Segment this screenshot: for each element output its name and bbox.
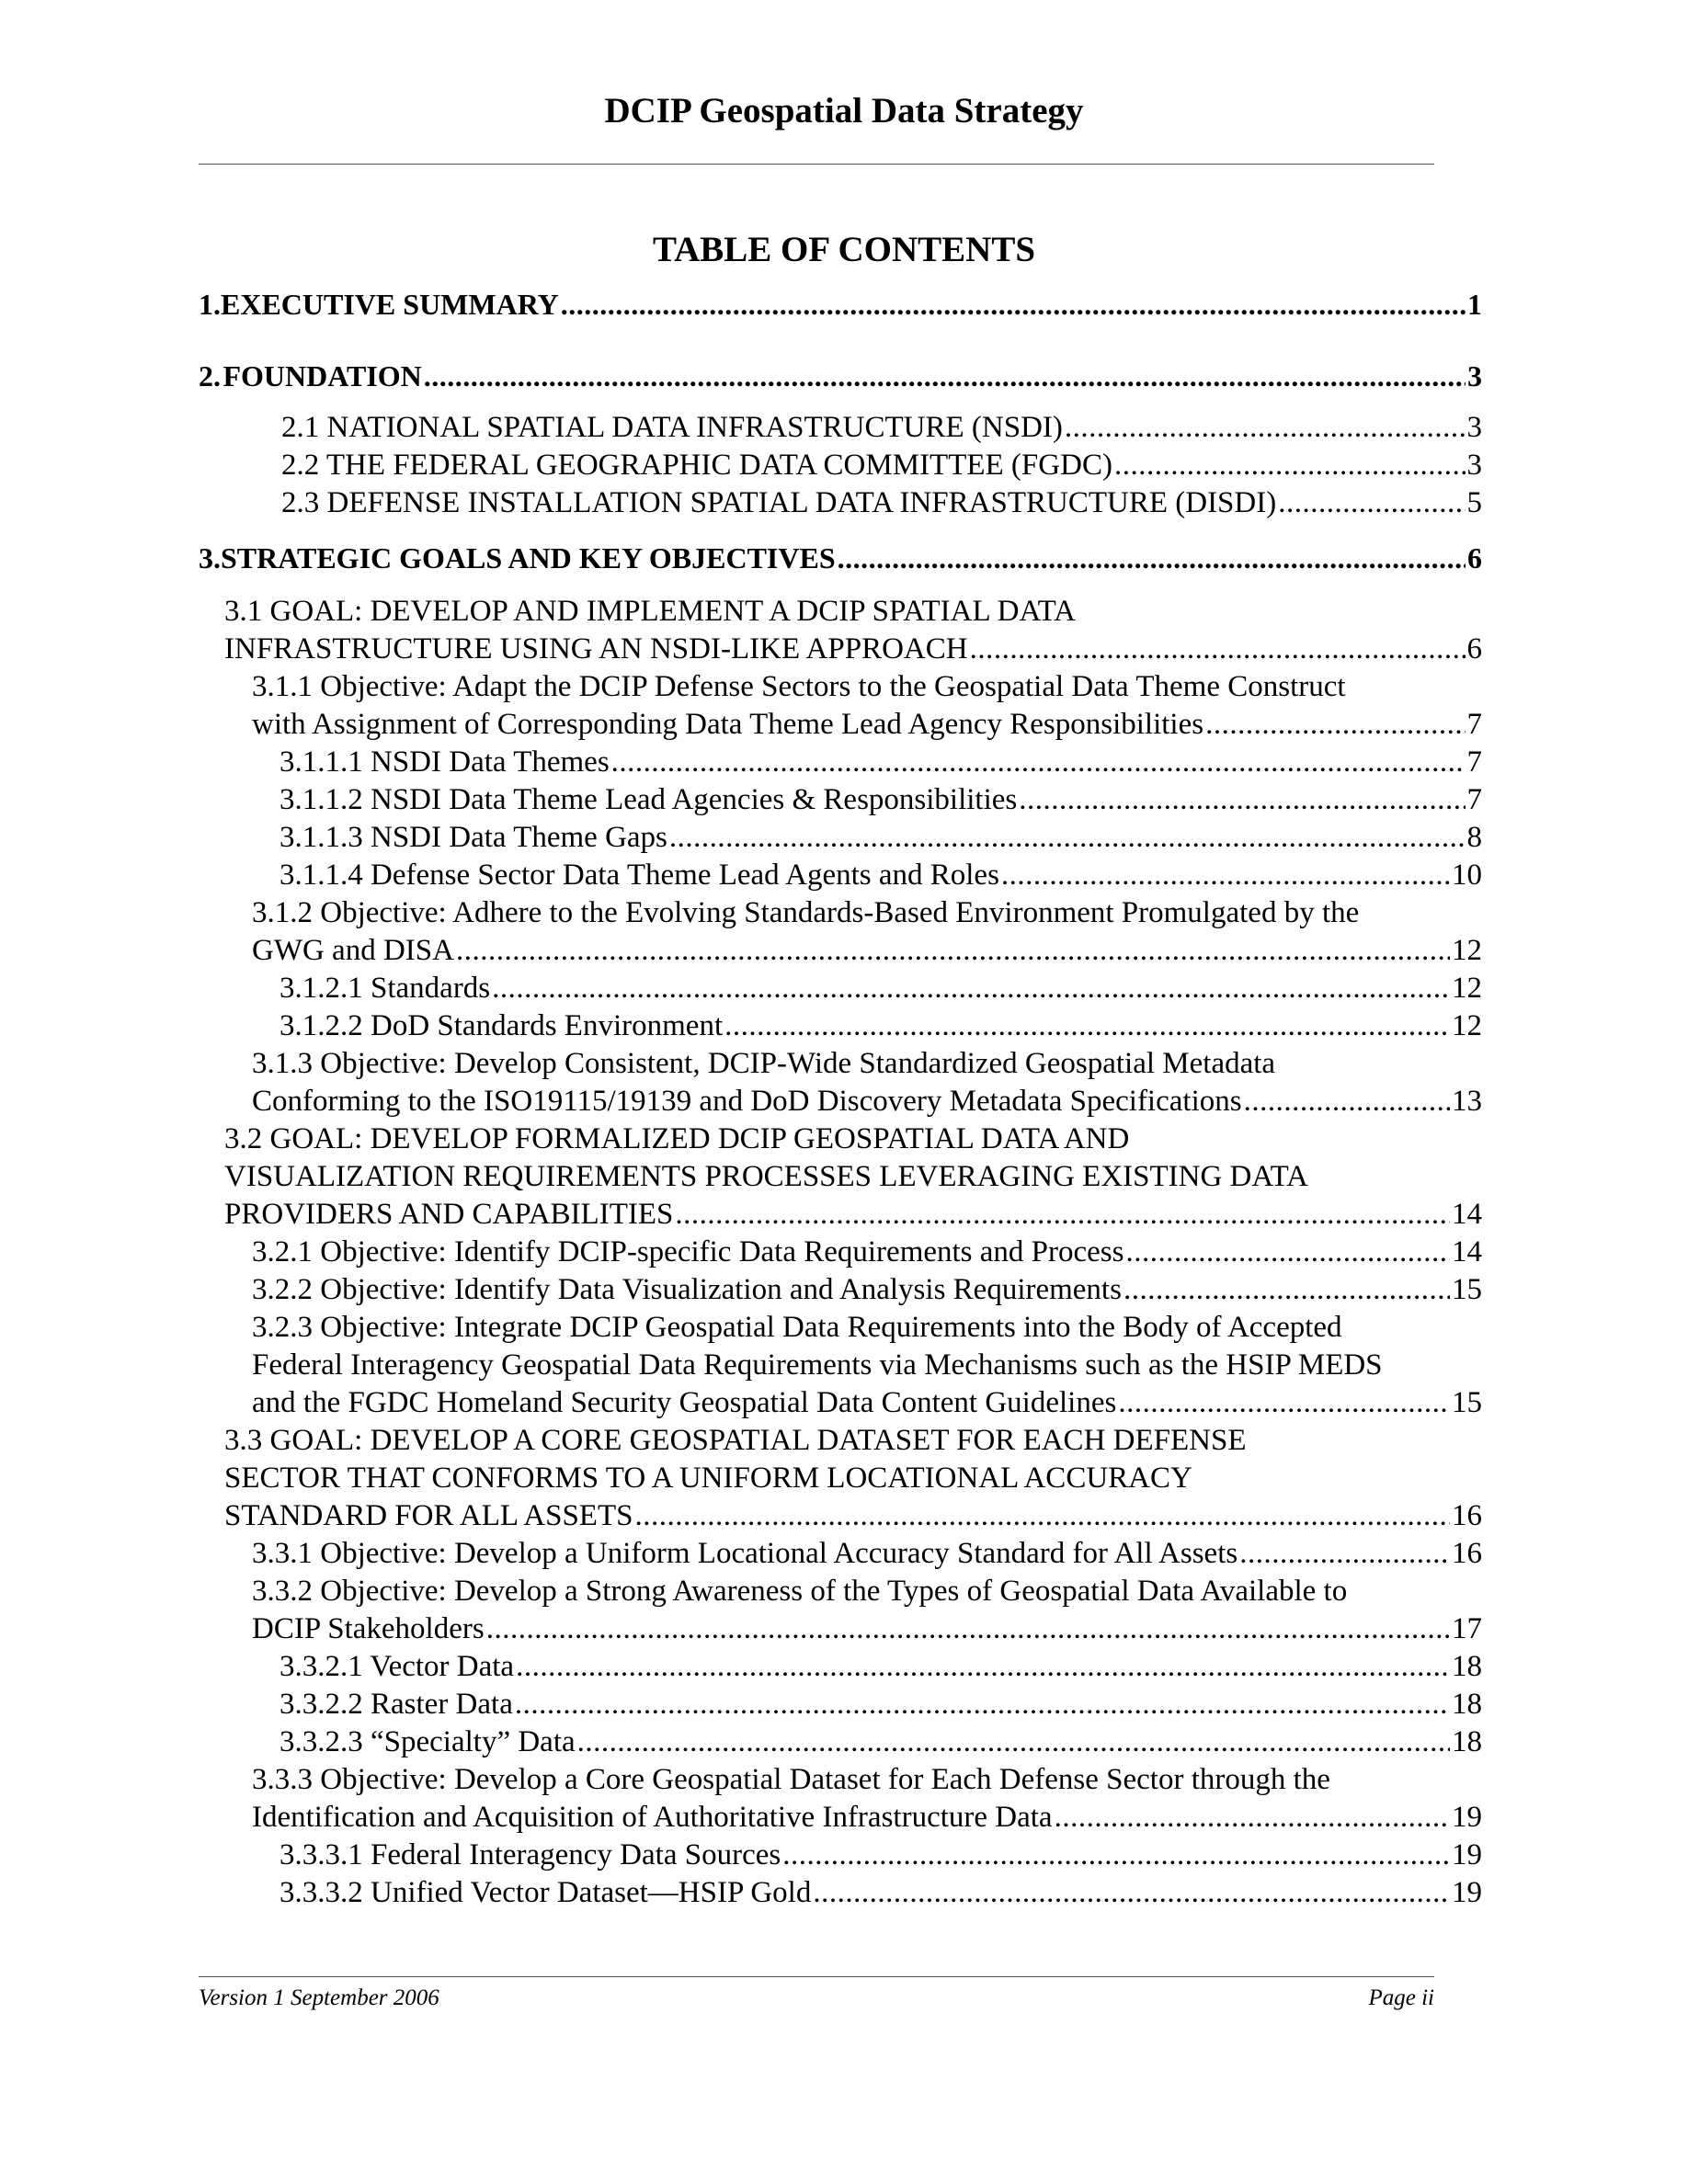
toc-entry[interactable] [281,409,1482,447]
toc-leader-dots [1065,409,1466,447]
toc-entry-line [252,1799,1482,1837]
toc-page-number: 3 [1466,411,1482,444]
toc-entry-number: 3. [199,541,221,574]
toc-leader-dots [970,631,1466,668]
toc-entry-text: 3.1.3 Objective: Develop Consistent, DCIP-Wide Standardized Geospatial Metadata [252,1047,1276,1080]
document-title: DCIP Geospatial Data Strategy [604,91,1084,131]
toc-entry[interactable] [199,358,1482,395]
toc-entry-text: 3.1.1.3 NSDI Data Theme Gaps [279,821,667,854]
toc-entry[interactable] [224,1120,1482,1234]
toc-page-number: 19 [1452,1801,1482,1834]
toc-entry[interactable] [252,1309,1482,1422]
toc-entry-line [281,484,1482,522]
toc-heading: TABLE OF CONTENTS [652,230,1036,269]
toc-entry-text: 3.3.3.2 Unified Vector Dataset—HSIP Gold [279,1876,812,1909]
toc-leader-dots [675,1196,1450,1234]
toc-page-number: 16 [1452,1499,1482,1532]
toc-page-number: 16 [1452,1537,1482,1570]
toc-entry-text: 3.3.3.1 Federal Interagency Data Sources [279,1838,781,1871]
toc-entry[interactable] [279,970,1482,1007]
toc-leader-dots [1239,1535,1450,1573]
toc-entry-text: GWG and DISA [252,934,454,967]
toc-entry-line [252,1610,1482,1648]
toc-entry-text: and the FGDC Homeland Security Geospatial Data Content Guidelines [252,1386,1117,1419]
footer-page-number: Page ii [1368,1985,1434,2010]
toc-entry[interactable] [252,894,1482,970]
toc-entry-line [224,1196,1482,1234]
toc-entry-line [252,668,1482,706]
toc-entry-line [279,781,1482,819]
toc-entry-line [199,286,1482,324]
toc-entry-text: VISUALIZATION REQUIREMENTS PROCESSES LEVERAGING EXISTING DATA [224,1160,1308,1193]
toc-entry[interactable] [279,1686,1482,1723]
toc-entry-line [281,447,1482,484]
toc-entry-line [224,1422,1482,1460]
toc-entry-line [252,1535,1482,1573]
toc-leader-dots [577,1723,1450,1761]
toc-entry[interactable] [252,1761,1482,1837]
toc-entry[interactable] [279,1648,1482,1686]
toc-entry-text: Federal Interagency Geospatial Data Requirements via Mechanisms such as the HSIP MEDS [252,1348,1383,1382]
toc-entry[interactable] [252,1045,1482,1120]
toc-entry-text: 3.2.1 Objective: Identify DCIP-specific Data Requirements and Process [252,1235,1124,1268]
toc-page-number: 19 [1452,1876,1482,1909]
toc-entry-line [279,1837,1482,1874]
toc-leader-dots [492,970,1450,1007]
toc-entry[interactable] [279,1007,1482,1045]
toc-leader-dots [486,1610,1450,1648]
toc-page-number: 7 [1466,745,1482,779]
toc-entry[interactable] [252,1271,1482,1309]
toc-page-number: 3 [1467,359,1482,392]
toc-page-number: 18 [1452,1650,1482,1683]
toc-entry-text: INFRASTRUCTURE USING AN NSDI-LIKE APPROACH [224,632,968,665]
toc-leader-dots [1001,857,1450,894]
toc-entry-text: 2.3 DEFENSE INSTALLATION SPATIAL DATA INFRASTRUCTURE (DISDI) [281,486,1277,519]
toc-page-number: 14 [1452,1235,1482,1268]
toc-entry-text: FOUNDATION [222,359,422,392]
footer-rule [199,1976,1434,1977]
toc-entry-line [252,1309,1482,1347]
toc-leader-dots [424,358,1466,395]
toc-page-number: 15 [1452,1273,1482,1306]
toc-entry-line [224,593,1482,631]
toc-entry[interactable] [224,593,1482,668]
toc-entry-line [279,1648,1482,1686]
toc-leader-dots [1019,781,1465,819]
toc-entry[interactable] [279,1837,1482,1874]
toc-page-number: 18 [1452,1688,1482,1721]
toc-leader-dots [611,744,1466,781]
toc-leader-dots [838,540,1466,577]
toc-page-number: 12 [1452,1009,1482,1042]
toc-entry-text: 3.3.1 Objective: Develop a Uniform Locational Accuracy Standard for All Assets [252,1537,1238,1570]
toc-entry-line [199,540,1482,577]
toc-page-number: 7 [1466,783,1482,816]
toc-entry-line [252,1573,1482,1610]
toc-entry[interactable] [252,1535,1482,1573]
toc-entry[interactable] [279,744,1482,781]
toc-page-number: 7 [1466,708,1482,741]
toc-leader-dots [515,1686,1450,1723]
toc-page-number: 8 [1466,821,1482,854]
toc-entry[interactable] [279,1723,1482,1761]
toc-entry-line [279,857,1482,894]
toc-entry-text: EXECUTIVE SUMMARY [221,288,559,321]
toc-leader-dots [782,1837,1450,1874]
toc-entry[interactable] [252,1234,1482,1271]
toc-entry[interactable] [252,1573,1482,1648]
toc-leader-dots [456,932,1450,970]
toc-page-number: 5 [1466,486,1482,519]
toc-leader-dots [1205,706,1465,744]
toc-leader-dots [516,1648,1450,1686]
toc-entry-text: DCIP Stakeholders [252,1612,485,1645]
toc-entry-line [279,819,1482,857]
toc-entry-line [224,1120,1482,1158]
toc-entry-line [252,1045,1482,1083]
toc-page-number: 12 [1452,934,1482,967]
toc-page-number: 13 [1452,1085,1482,1118]
toc-entry[interactable] [281,447,1482,484]
toc-page-number: 1 [1467,288,1482,321]
toc-leader-dots [669,819,1466,857]
toc-page-number: 15 [1452,1386,1482,1419]
toc-entry-text: Identification and Acquisition of Authoritative Infrastructure Data [252,1801,1053,1834]
toc-entry-line [281,409,1482,447]
toc-entry[interactable] [224,1422,1482,1535]
toc-entry-line [279,1723,1482,1761]
toc-entry-line [252,894,1482,932]
toc-leader-dots [1114,447,1466,484]
toc-entry-line [224,1460,1482,1497]
toc-entry-text: 3.2 GOAL: DEVELOP FORMALIZED DCIP GEOSPATIAL DATA AND [224,1122,1130,1155]
toc-leader-dots [1118,1384,1450,1422]
toc-leader-dots [724,1007,1450,1045]
toc-entry-text: 3.3 GOAL: DEVELOP A CORE GEOSPATIAL DATASET FOR EACH DEFENSE [224,1424,1247,1457]
toc-entry-text: 3.1 GOAL: DEVELOP AND IMPLEMENT A DCIP SPATIAL DATA [224,595,1076,628]
toc-leader-dots [1123,1271,1450,1309]
toc-page-number: 12 [1452,972,1482,1005]
toc-entry-text: 3.1.1.4 Defense Sector Data Theme Lead Agents and Roles [279,859,999,892]
toc-entry[interactable] [279,1874,1482,1912]
toc-entry-line [252,1083,1482,1120]
toc-entry-text: STRATEGIC GOALS AND KEY OBJECTIVES [221,541,836,574]
toc-entry-text: 3.1.2.2 DoD Standards Environment [279,1009,724,1042]
toc-entry-text: 3.1.1 Objective: Adapt the DCIP Defense Sectors to the Geospatial Data Theme Construct [252,670,1346,703]
toc-entry-line [224,1158,1482,1196]
toc-entry-text: SECTOR THAT CONFORMS TO A UNIFORM LOCATIONAL ACCURACY [224,1462,1192,1495]
toc-entry-line [224,631,1482,668]
toc-entry-text: 3.1.1.1 NSDI Data Themes [279,745,610,779]
toc-page-number: 14 [1452,1198,1482,1231]
toc-leader-dots [813,1874,1450,1912]
toc-entry-line [224,1497,1482,1535]
toc-entry-line [252,1761,1482,1799]
toc-page-number: 6 [1467,541,1482,574]
toc-entry-text: 3.3.2.1 Vector Data [279,1650,515,1683]
toc-entry-text: 3.3.2.3 “Specialty” Data [279,1725,576,1758]
toc-page-number: 17 [1452,1612,1482,1645]
toc-entry-line [279,1007,1482,1045]
toc-entry-text: STANDARD FOR ALL ASSETS [224,1499,633,1532]
toc-entry-text: 3.1.1.2 NSDI Data Theme Lead Agencies & Responsibilities [279,783,1018,816]
toc-entry-text: PROVIDERS AND CAPABILITIES [224,1198,674,1231]
toc-entry-line [279,970,1482,1007]
toc-leader-dots [1244,1083,1450,1120]
toc-entry[interactable] [279,781,1482,819]
toc-leader-dots [634,1497,1450,1535]
toc-page-number: 6 [1466,632,1482,665]
toc-leader-dots [561,286,1466,324]
toc-entry-line [252,706,1482,744]
toc-leader-dots [1126,1234,1451,1271]
toc-entry[interactable] [199,540,1482,577]
header-rule [199,164,1434,165]
toc-page-number: 10 [1452,859,1482,892]
toc-entry-text: 3.1.2 Objective: Adhere to the Evolving Standards-Based Environment Promulgated by the [252,896,1360,929]
toc-entry-line [279,1874,1482,1912]
toc-entry-text: 3.3.2 Objective: Develop a Strong Awareness of the Types of Geospatial Data Available to [252,1575,1348,1608]
footer-version: Version 1 September 2006 [199,1985,439,2010]
toc-entry-line [252,1384,1482,1422]
toc-entry-line [279,1686,1482,1723]
toc-entry-line [252,1234,1482,1271]
toc-entry[interactable] [199,286,1482,324]
toc-entry-text: Conforming to the ISO19115/19139 and DoD Discovery Metadata Specifications [252,1085,1242,1118]
toc-entry-line [199,358,1482,395]
toc-leader-dots [1055,1799,1450,1837]
toc-entry-text: 3.3.3 Objective: Develop a Core Geospatial Dataset for Each Defense Sector through the [252,1763,1330,1796]
toc-page-number: 19 [1452,1838,1482,1871]
toc-entry[interactable] [279,857,1482,894]
toc-entry-text: 3.2.2 Objective: Identify Data Visualization and Analysis Requirements [252,1273,1122,1306]
toc-entry-number: 1. [199,288,221,321]
toc-entry-text: 3.3.2.2 Raster Data [279,1688,513,1721]
toc-entry-line [252,932,1482,970]
toc-entry-text: 2.1 NATIONAL SPATIAL DATA INFRASTRUCTURE (NSDI) [281,411,1063,444]
toc-entry[interactable] [252,668,1482,744]
toc-entry-line [279,744,1482,781]
toc-entry-number: 2. [199,359,221,392]
toc-leader-dots [1278,484,1465,522]
toc-page-number: 18 [1452,1725,1482,1758]
toc-entry-line [252,1271,1482,1309]
toc-entry-line [252,1347,1482,1384]
toc-entry-text: 3.2.3 Objective: Integrate DCIP Geospatial Data Requirements into the Body of Accepted [252,1311,1342,1344]
toc-page-number: 3 [1466,449,1482,482]
toc-entry[interactable] [279,819,1482,857]
toc-entry-text: 3.1.2.1 Standards [279,972,491,1005]
toc-entry[interactable] [281,484,1482,522]
toc-entry-text: 2.2 THE FEDERAL GEOGRAPHIC DATA COMMITTEE (FGDC) [281,449,1112,482]
toc-entry-text: with Assignment of Corresponding Data Theme Lead Agency Responsibilities [252,708,1204,741]
